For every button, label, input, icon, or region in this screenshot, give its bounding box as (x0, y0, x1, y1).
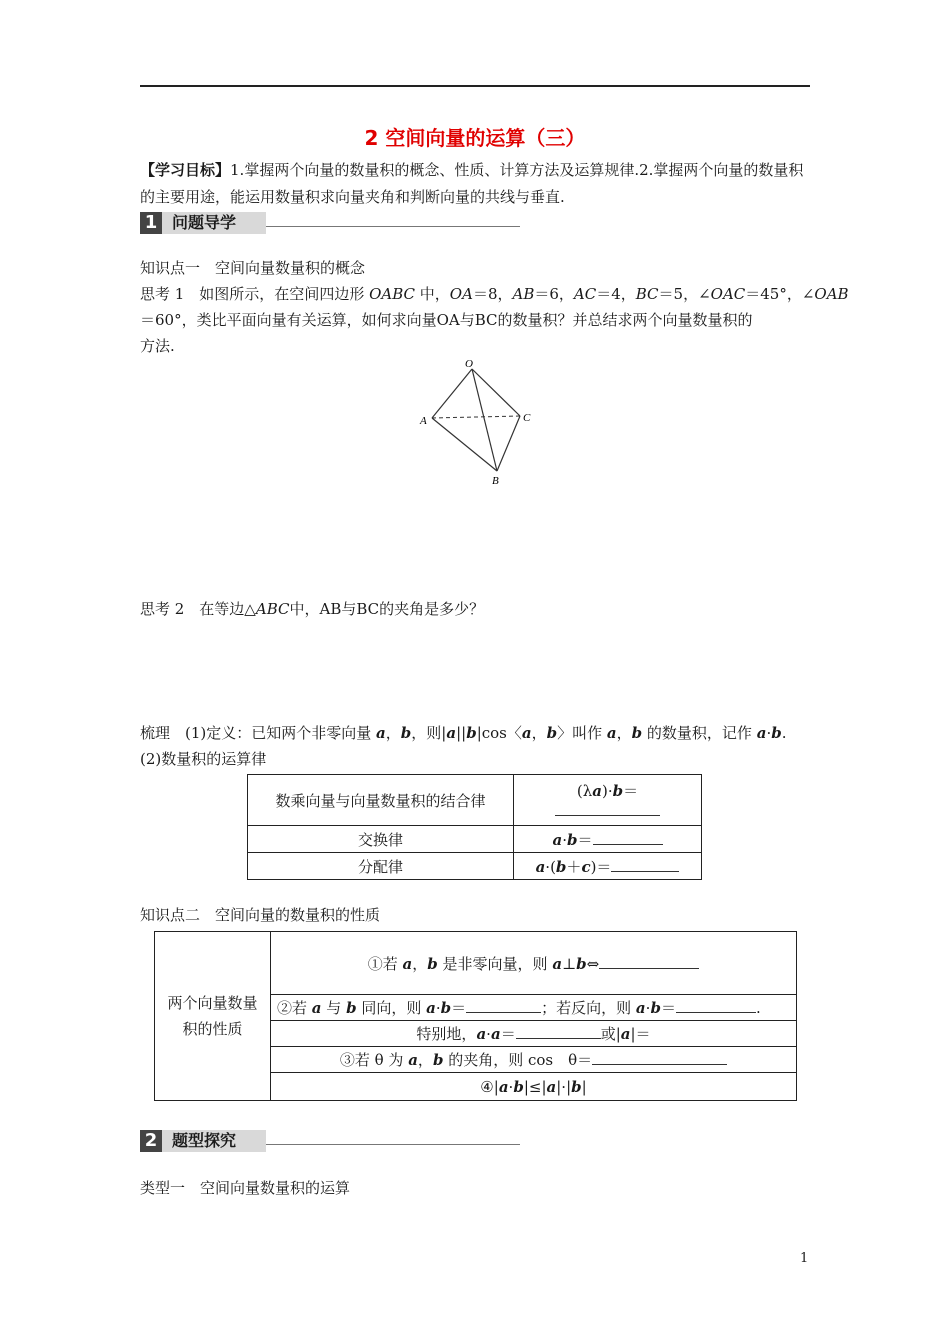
s-d: b (400, 724, 412, 742)
goal-label: 【学习目标】 (140, 161, 231, 179)
section-number: 1 (140, 212, 162, 234)
think-1-line3: 方法. (140, 337, 175, 355)
s-e: ，则| (411, 724, 447, 742)
page-title: 2 空间向量的运算（三） (364, 126, 586, 150)
p2-b: a (311, 999, 322, 1017)
t1-14: OAB (814, 285, 849, 303)
think-2 (140, 596, 814, 622)
p1-b: a (402, 954, 413, 973)
section-rule (266, 1144, 520, 1145)
edge-oc (472, 369, 520, 416)
s-a: 梳理 (1)定义：已知两个非零向量 (140, 724, 377, 742)
s-h: b (466, 724, 477, 742)
answer-blank[interactable] (555, 801, 660, 816)
p2-m: b (650, 999, 661, 1017)
t1r3-d: ＋ (566, 857, 582, 876)
p5-b: a (498, 1077, 509, 1096)
t1-13: ＝45°，∠ (745, 285, 815, 303)
t1-7: ＝6， (534, 285, 574, 303)
t2-b: ABC (255, 600, 290, 618)
p5-e: |≤| (523, 1077, 547, 1096)
table-cell (271, 995, 797, 1021)
table-cell: 数乘向量与向量数量积的结合律 (248, 775, 514, 826)
p1-h: b (576, 954, 587, 973)
p2-i: ＝ (451, 999, 467, 1017)
t1r3-c: b (555, 857, 567, 876)
p2-f: a (426, 999, 436, 1017)
p3-f: 或| (600, 1025, 621, 1043)
table-cell: 分配律 (248, 853, 514, 880)
table-cell: 交换律 (248, 826, 514, 853)
table-cell (271, 932, 797, 995)
header-rule (140, 85, 810, 87)
table-row (248, 853, 702, 880)
t2-c: 中，AB与BC的夹角是多少？ (289, 600, 485, 618)
edge-ab (432, 418, 497, 471)
section-header-2 (140, 1130, 520, 1152)
t1r3-a: a (535, 857, 546, 876)
t1r2-c: b (567, 830, 578, 849)
p2-e: 同向，则 (356, 999, 427, 1017)
table-row (248, 775, 702, 826)
answer-blank[interactable] (593, 830, 663, 845)
p2-c: 与 (321, 999, 347, 1017)
p1-f: a (552, 954, 563, 973)
t1-8: AC (573, 285, 597, 303)
s-p: b (631, 724, 643, 742)
t1r3-e: c (581, 857, 591, 876)
p2-a: ②若 (277, 999, 312, 1017)
answer-blank[interactable] (516, 1024, 601, 1039)
properties-label-cell: 两个向量数量积的性质 (155, 932, 271, 1101)
label-a: A (420, 415, 427, 427)
p2-k: a (635, 999, 646, 1017)
s-k: ， (531, 724, 547, 742)
p5-d: b (513, 1077, 524, 1096)
edge-ac-hidden (432, 416, 520, 418)
p1-c: ， (412, 954, 428, 973)
p2-d: b (346, 999, 357, 1017)
table-cell (271, 1047, 797, 1073)
t2-a: 思考 2 在等边△ (140, 600, 256, 618)
t1r3-b: ·( (545, 857, 556, 876)
t1-2: OABC (369, 285, 416, 303)
table-cell (514, 775, 702, 826)
p5-i: | (581, 1077, 587, 1096)
table-cell (514, 853, 702, 880)
p5-a: ④| (480, 1077, 499, 1096)
s-i: |cos〈 (476, 724, 522, 742)
p4-a: ③若 θ 为 (339, 1051, 409, 1069)
p4-b: a (408, 1051, 418, 1069)
page-number: 1 (800, 1251, 809, 1266)
p3-b: a (476, 1025, 487, 1043)
p4-d: b (432, 1051, 444, 1069)
s-r: a (756, 724, 767, 742)
t1r1-b: a (592, 782, 602, 800)
t1r2-b: · (562, 830, 567, 849)
table-cell (271, 1073, 797, 1101)
p5-g: |·| (556, 1077, 572, 1096)
s-u: . (781, 724, 787, 742)
t1-3: 中， (415, 285, 450, 303)
s-t: b (771, 724, 782, 742)
knowledge-point-2: 知识点二 空间向量的数量积的性质 (140, 906, 381, 924)
section-rule (266, 226, 520, 227)
answer-blank[interactable] (599, 954, 699, 969)
p3-a: 特别地， (416, 1025, 477, 1043)
tetrahedron-figure (410, 355, 550, 490)
summary (140, 720, 814, 772)
label-b: B (492, 475, 499, 487)
p3-d: a (490, 1025, 501, 1043)
s-g: || (456, 724, 467, 742)
p1-d: b (427, 954, 438, 973)
section-header-1 (140, 212, 520, 234)
type-1-heading: 类型一 空间向量数量积的运算 (140, 1179, 351, 1197)
table-row (155, 932, 797, 995)
t1-5: ＝8， (472, 285, 513, 303)
goal-text: 1.掌握两个向量的数量积的概念、性质、计算方法及运算规律.2.掌握两个向量的数量积的主要用途，能运用数量积求向量夹角和判断向量的共线与垂直. (140, 161, 804, 206)
operation-laws-table (247, 774, 702, 880)
s-o: ， (616, 724, 632, 742)
table-row (248, 826, 702, 853)
edge-ob (472, 369, 497, 471)
p5-c: · (508, 1077, 514, 1096)
t1r3-f: )＝ (590, 857, 612, 876)
t1r1-d: b (612, 782, 624, 800)
t1-12: OAC (710, 285, 746, 303)
p1-g: ⊥ (562, 954, 577, 973)
p2-h: b (440, 999, 452, 1017)
t1-10: BC (635, 285, 659, 303)
answer-blank[interactable] (611, 857, 679, 872)
p5-f: a (546, 1077, 557, 1096)
properties-table (154, 931, 797, 1101)
p1-i: ⇔ (586, 954, 600, 973)
t1r2-a: a (552, 830, 563, 849)
s-s: · (766, 724, 772, 742)
t1-11: ＝5，∠ (658, 285, 711, 303)
knowledge-point-1: 知识点一 空间向量数量积的概念 (140, 259, 366, 277)
t1r1-e: ＝ (623, 782, 639, 800)
edge-cb (497, 416, 520, 471)
label-o: O (465, 358, 473, 370)
p2-j: ；若反向，则 (541, 999, 636, 1017)
s-q: 的数量积，记作 (642, 724, 757, 742)
p4-e: 的夹角，则 cos θ＝ (443, 1051, 593, 1069)
think-1 (140, 281, 849, 359)
think-1-line2: ＝60°，类比平面向量有关运算，如何求向量OA与BC的数量积？并总结求两个向量数量积的 (140, 311, 753, 329)
s-f: a (446, 724, 457, 742)
table-cell (271, 1021, 797, 1047)
p2-g: · (435, 999, 441, 1017)
p1-e: 是非零向量，则 (437, 954, 553, 973)
s-j: a (521, 724, 532, 742)
t1-4: OA (449, 285, 473, 303)
edge-oa (432, 369, 472, 418)
section-label: 问题导学 (162, 212, 266, 234)
answer-blank[interactable] (592, 1050, 727, 1065)
p2-o: . (755, 999, 761, 1017)
p3-c: · (486, 1025, 491, 1043)
p4-c: ， (417, 1051, 433, 1069)
p2-l: · (645, 999, 651, 1017)
section-number: 2 (140, 1130, 162, 1152)
t1-9: ＝4， (596, 285, 636, 303)
label-c: C (523, 412, 531, 424)
p3-g: a (620, 1025, 631, 1043)
table-cell (514, 826, 702, 853)
p1-a: ①若 (367, 954, 403, 973)
s-m: 〉叫作 (557, 724, 607, 742)
p2-n: ＝ (660, 999, 676, 1017)
section-label: 题型探究 (162, 1130, 266, 1152)
t1r1-c: )· (601, 782, 613, 800)
s-n: a (606, 724, 617, 742)
p5-h: b (571, 1077, 582, 1096)
p3-e: ＝ (500, 1025, 516, 1043)
summary-line2: (2)数量积的运算律 (140, 750, 267, 768)
s-l: b (546, 724, 558, 742)
learning-goals (140, 157, 812, 211)
t1r1-a: (λ (576, 782, 593, 800)
s-c: ， (385, 724, 401, 742)
p3-h: |＝ (630, 1025, 651, 1043)
t1-1: 思考 1 如图所示，在空间四边形 (140, 285, 370, 303)
answer-blank[interactable] (676, 998, 756, 1013)
s-b: a (376, 724, 386, 742)
t1r2-d: ＝ (577, 830, 593, 849)
answer-blank[interactable] (466, 998, 541, 1013)
t1-6: AB (512, 285, 535, 303)
